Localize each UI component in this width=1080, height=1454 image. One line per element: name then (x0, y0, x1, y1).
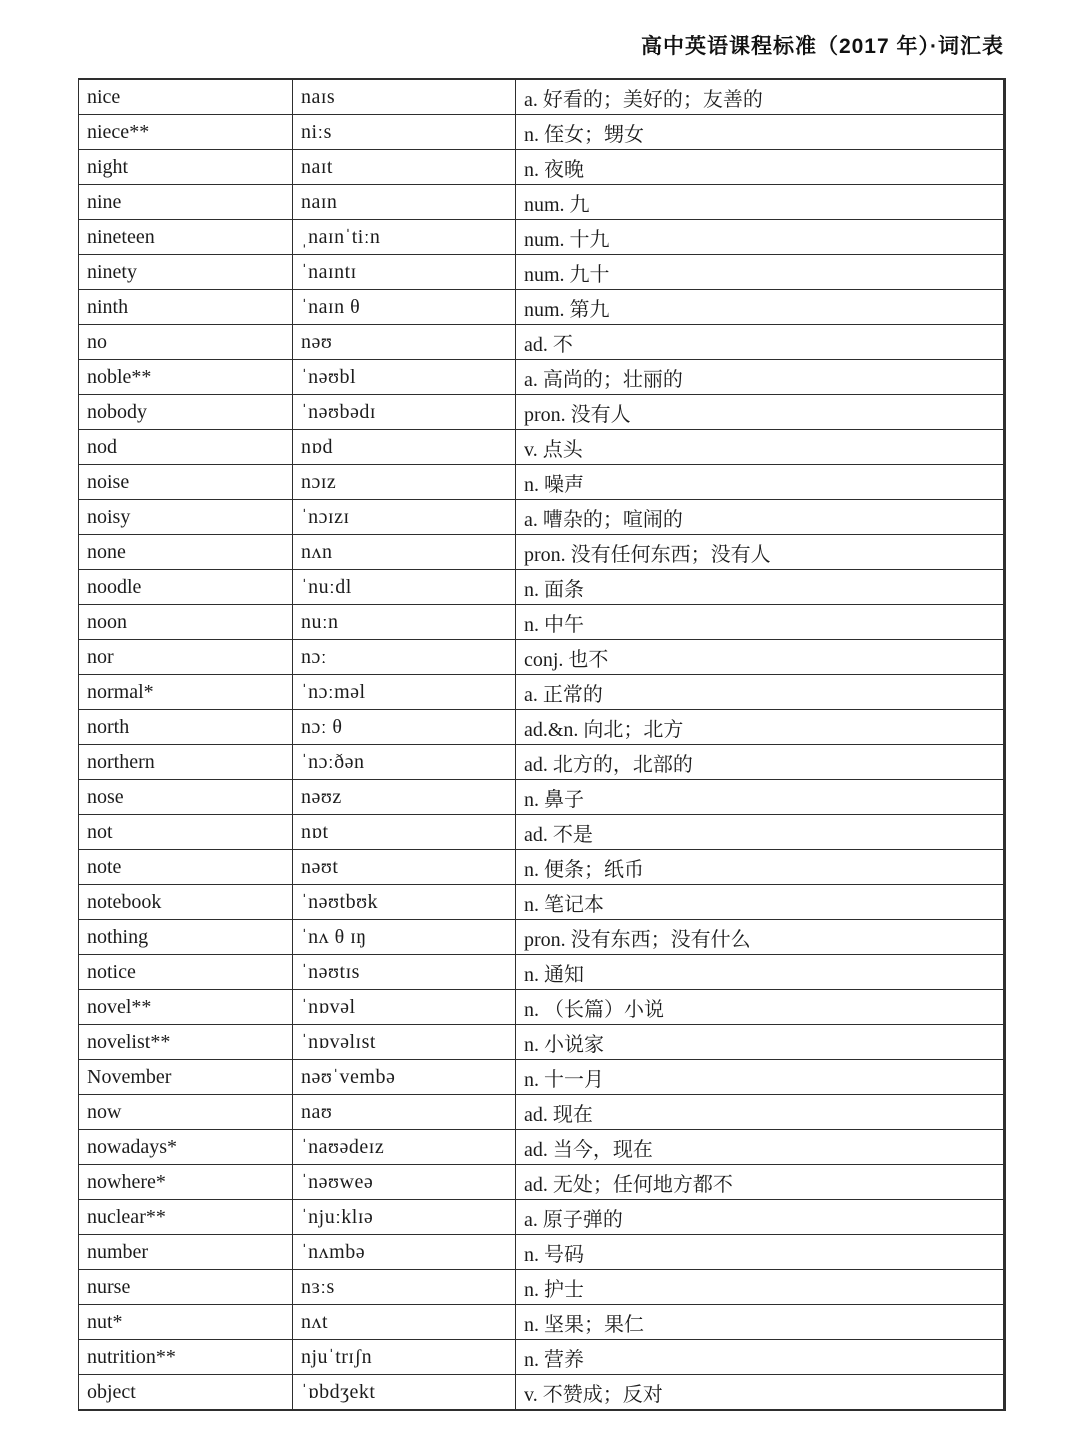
word-cell: noodle (79, 570, 293, 605)
table-row (79, 605, 1005, 640)
definition-cell: num. 第九 (516, 290, 1005, 325)
ipa-cell: nəʊt (293, 850, 516, 885)
ipa-cell: ˈnɒvəlɪst (293, 1025, 516, 1060)
ipa-cell: niːs (293, 115, 516, 150)
table-row (79, 955, 1005, 990)
ipa-cell: ˈnəʊtɪs (293, 955, 516, 990)
ipa-cell: ˈnəʊbədɪ (293, 395, 516, 430)
ipa-cell: ˈnɔːðən (293, 745, 516, 780)
definition-cell: pron. 没有任何东西；没有人 (516, 535, 1005, 570)
ipa-cell: ˈɒbdʒekt (293, 1375, 516, 1411)
table-row (79, 185, 1005, 220)
word-cell: number (79, 1235, 293, 1270)
table-row (79, 255, 1005, 290)
ipa-cell: ˈnaɪn θ (293, 290, 516, 325)
table-row (79, 395, 1005, 430)
word-cell: nineteen (79, 220, 293, 255)
word-cell: ninth (79, 290, 293, 325)
table-row (79, 885, 1005, 920)
definition-cell: ad. 当今，现在 (516, 1130, 1005, 1165)
table-row (79, 675, 1005, 710)
definition-cell: v. 不赞成；反对 (516, 1375, 1005, 1411)
table-row (79, 1025, 1005, 1060)
word-cell: nod (79, 430, 293, 465)
definition-cell: num. 十九 (516, 220, 1005, 255)
table-row (79, 1235, 1005, 1270)
definition-cell: n. 小说家 (516, 1025, 1005, 1060)
table-row (79, 850, 1005, 885)
table-row (79, 1270, 1005, 1305)
ipa-cell: ˈnaʊədeɪz (293, 1130, 516, 1165)
table-row (79, 325, 1005, 360)
ipa-cell: nɜːs (293, 1270, 516, 1305)
ipa-cell: nɔː θ (293, 710, 516, 745)
ipa-cell: ˈnɔɪzɪ (293, 500, 516, 535)
table-row (79, 1305, 1005, 1340)
ipa-cell: ˈnɒvəl (293, 990, 516, 1025)
table-row (79, 1060, 1005, 1095)
definition-cell: n. 噪声 (516, 465, 1005, 500)
vocab-table-body (79, 79, 1005, 1410)
definition-cell: a. 高尚的；壮丽的 (516, 360, 1005, 395)
ipa-cell: ˈnəʊweə (293, 1165, 516, 1200)
definition-cell: n. 鼻子 (516, 780, 1005, 815)
word-cell: niece** (79, 115, 293, 150)
word-cell: now (79, 1095, 293, 1130)
definition-cell: a. 嘈杂的；喧闹的 (516, 500, 1005, 535)
ipa-cell: ˈnɔːməl (293, 675, 516, 710)
table-row (79, 1165, 1005, 1200)
word-cell: noisy (79, 500, 293, 535)
ipa-cell: nəʊˈvembə (293, 1060, 516, 1095)
definition-cell: n. 护士 (516, 1270, 1005, 1305)
definition-cell: ad. 现在 (516, 1095, 1005, 1130)
table-row (79, 290, 1005, 325)
ipa-cell: njuˈtrɪʃn (293, 1340, 516, 1375)
definition-cell: n. 号码 (516, 1235, 1005, 1270)
table-row (79, 1340, 1005, 1375)
word-cell: normal* (79, 675, 293, 710)
definition-cell: n. 夜晚 (516, 150, 1005, 185)
definition-cell: pron. 没有人 (516, 395, 1005, 430)
definition-cell: ad. 不是 (516, 815, 1005, 850)
table-row (79, 745, 1005, 780)
word-cell: none (79, 535, 293, 570)
definition-cell: num. 九十 (516, 255, 1005, 290)
table-row (79, 500, 1005, 535)
table-row (79, 465, 1005, 500)
table-row (79, 79, 1005, 115)
ipa-cell: nɔɪz (293, 465, 516, 500)
table-row (79, 815, 1005, 850)
ipa-cell: ˌnaɪnˈtiːn (293, 220, 516, 255)
word-cell: nice (79, 79, 293, 115)
ipa-cell: nʌt (293, 1305, 516, 1340)
definition-cell: a. 好看的；美好的；友善的 (516, 79, 1005, 115)
vocab-table (78, 78, 1006, 1411)
definition-cell: n. 便条；纸币 (516, 850, 1005, 885)
definition-cell: n. 中午 (516, 605, 1005, 640)
word-cell: ninety (79, 255, 293, 290)
ipa-cell: ˈnʌmbə (293, 1235, 516, 1270)
definition-cell: ad. 北方的，北部的 (516, 745, 1005, 780)
table-row (79, 150, 1005, 185)
ipa-cell: ˈnəʊbl (293, 360, 516, 395)
table-row (79, 535, 1005, 570)
word-cell: November (79, 1060, 293, 1095)
word-cell: nuclear** (79, 1200, 293, 1235)
definition-cell: a. 原子弹的 (516, 1200, 1005, 1235)
word-cell: nine (79, 185, 293, 220)
word-cell: nose (79, 780, 293, 815)
table-row (79, 360, 1005, 395)
ipa-cell: nəʊ (293, 325, 516, 360)
ipa-cell: nuːn (293, 605, 516, 640)
definition-cell: n. 笔记本 (516, 885, 1005, 920)
ipa-cell: ˈnʌ θ ɪŋ (293, 920, 516, 955)
word-cell: notice (79, 955, 293, 990)
word-cell: object (79, 1375, 293, 1411)
definition-cell: conj. 也不 (516, 640, 1005, 675)
definition-cell: ad.&n. 向北；北方 (516, 710, 1005, 745)
ipa-cell: ˈnjuːklɪə (293, 1200, 516, 1235)
word-cell: notebook (79, 885, 293, 920)
word-cell: novel** (79, 990, 293, 1025)
word-cell: nutrition** (79, 1340, 293, 1375)
word-cell: novelist** (79, 1025, 293, 1060)
definition-cell: n. 面条 (516, 570, 1005, 605)
ipa-cell: naɪs (293, 79, 516, 115)
word-cell: not (79, 815, 293, 850)
word-cell: nothing (79, 920, 293, 955)
table-row (79, 115, 1005, 150)
ipa-cell: ˈnəʊtbʊk (293, 885, 516, 920)
definition-cell: ad. 不 (516, 325, 1005, 360)
ipa-cell: nəʊz (293, 780, 516, 815)
definition-cell: a. 正常的 (516, 675, 1005, 710)
word-cell: noise (79, 465, 293, 500)
word-cell: nowhere* (79, 1165, 293, 1200)
word-cell: noon (79, 605, 293, 640)
definition-cell: ad. 无处；任何地方都不 (516, 1165, 1005, 1200)
ipa-cell: nɒd (293, 430, 516, 465)
table-row (79, 990, 1005, 1025)
table-row (79, 1095, 1005, 1130)
definition-cell: n. 营养 (516, 1340, 1005, 1375)
definition-cell: n. 通知 (516, 955, 1005, 990)
definition-cell: n. 坚果；果仁 (516, 1305, 1005, 1340)
word-cell: note (79, 850, 293, 885)
table-row (79, 570, 1005, 605)
ipa-cell: nʌn (293, 535, 516, 570)
word-cell: night (79, 150, 293, 185)
definition-cell: n. （长篇）小说 (516, 990, 1005, 1025)
definition-cell: pron. 没有东西；没有什么 (516, 920, 1005, 955)
word-cell: nowadays* (79, 1130, 293, 1165)
table-row (79, 640, 1005, 675)
definition-cell: n. 十一月 (516, 1060, 1005, 1095)
ipa-cell: nɔː (293, 640, 516, 675)
ipa-cell: ˈnaɪntɪ (293, 255, 516, 290)
table-row (79, 430, 1005, 465)
table-row (79, 920, 1005, 955)
table-row (79, 710, 1005, 745)
page-title: 高中英语课程标准（2017 年）·词汇表 (640, 35, 1004, 58)
word-cell: noble** (79, 360, 293, 395)
word-cell: nor (79, 640, 293, 675)
word-cell: north (79, 710, 293, 745)
table-row (79, 780, 1005, 815)
table-row (79, 220, 1005, 255)
ipa-cell: naɪn (293, 185, 516, 220)
ipa-cell: naʊ (293, 1095, 516, 1130)
word-cell: no (79, 325, 293, 360)
definition-cell: n. 侄女；甥女 (516, 115, 1005, 150)
table-row (79, 1130, 1005, 1165)
table-row (79, 1375, 1005, 1411)
word-cell: nut* (79, 1305, 293, 1340)
definition-cell: num. 九 (516, 185, 1005, 220)
definition-cell: v. 点头 (516, 430, 1005, 465)
ipa-cell: nɒt (293, 815, 516, 850)
ipa-cell: naɪt (293, 150, 516, 185)
word-cell: nobody (79, 395, 293, 430)
word-cell: northern (79, 745, 293, 780)
word-cell: nurse (79, 1270, 293, 1305)
ipa-cell: ˈnuːdl (293, 570, 516, 605)
table-row (79, 1200, 1005, 1235)
